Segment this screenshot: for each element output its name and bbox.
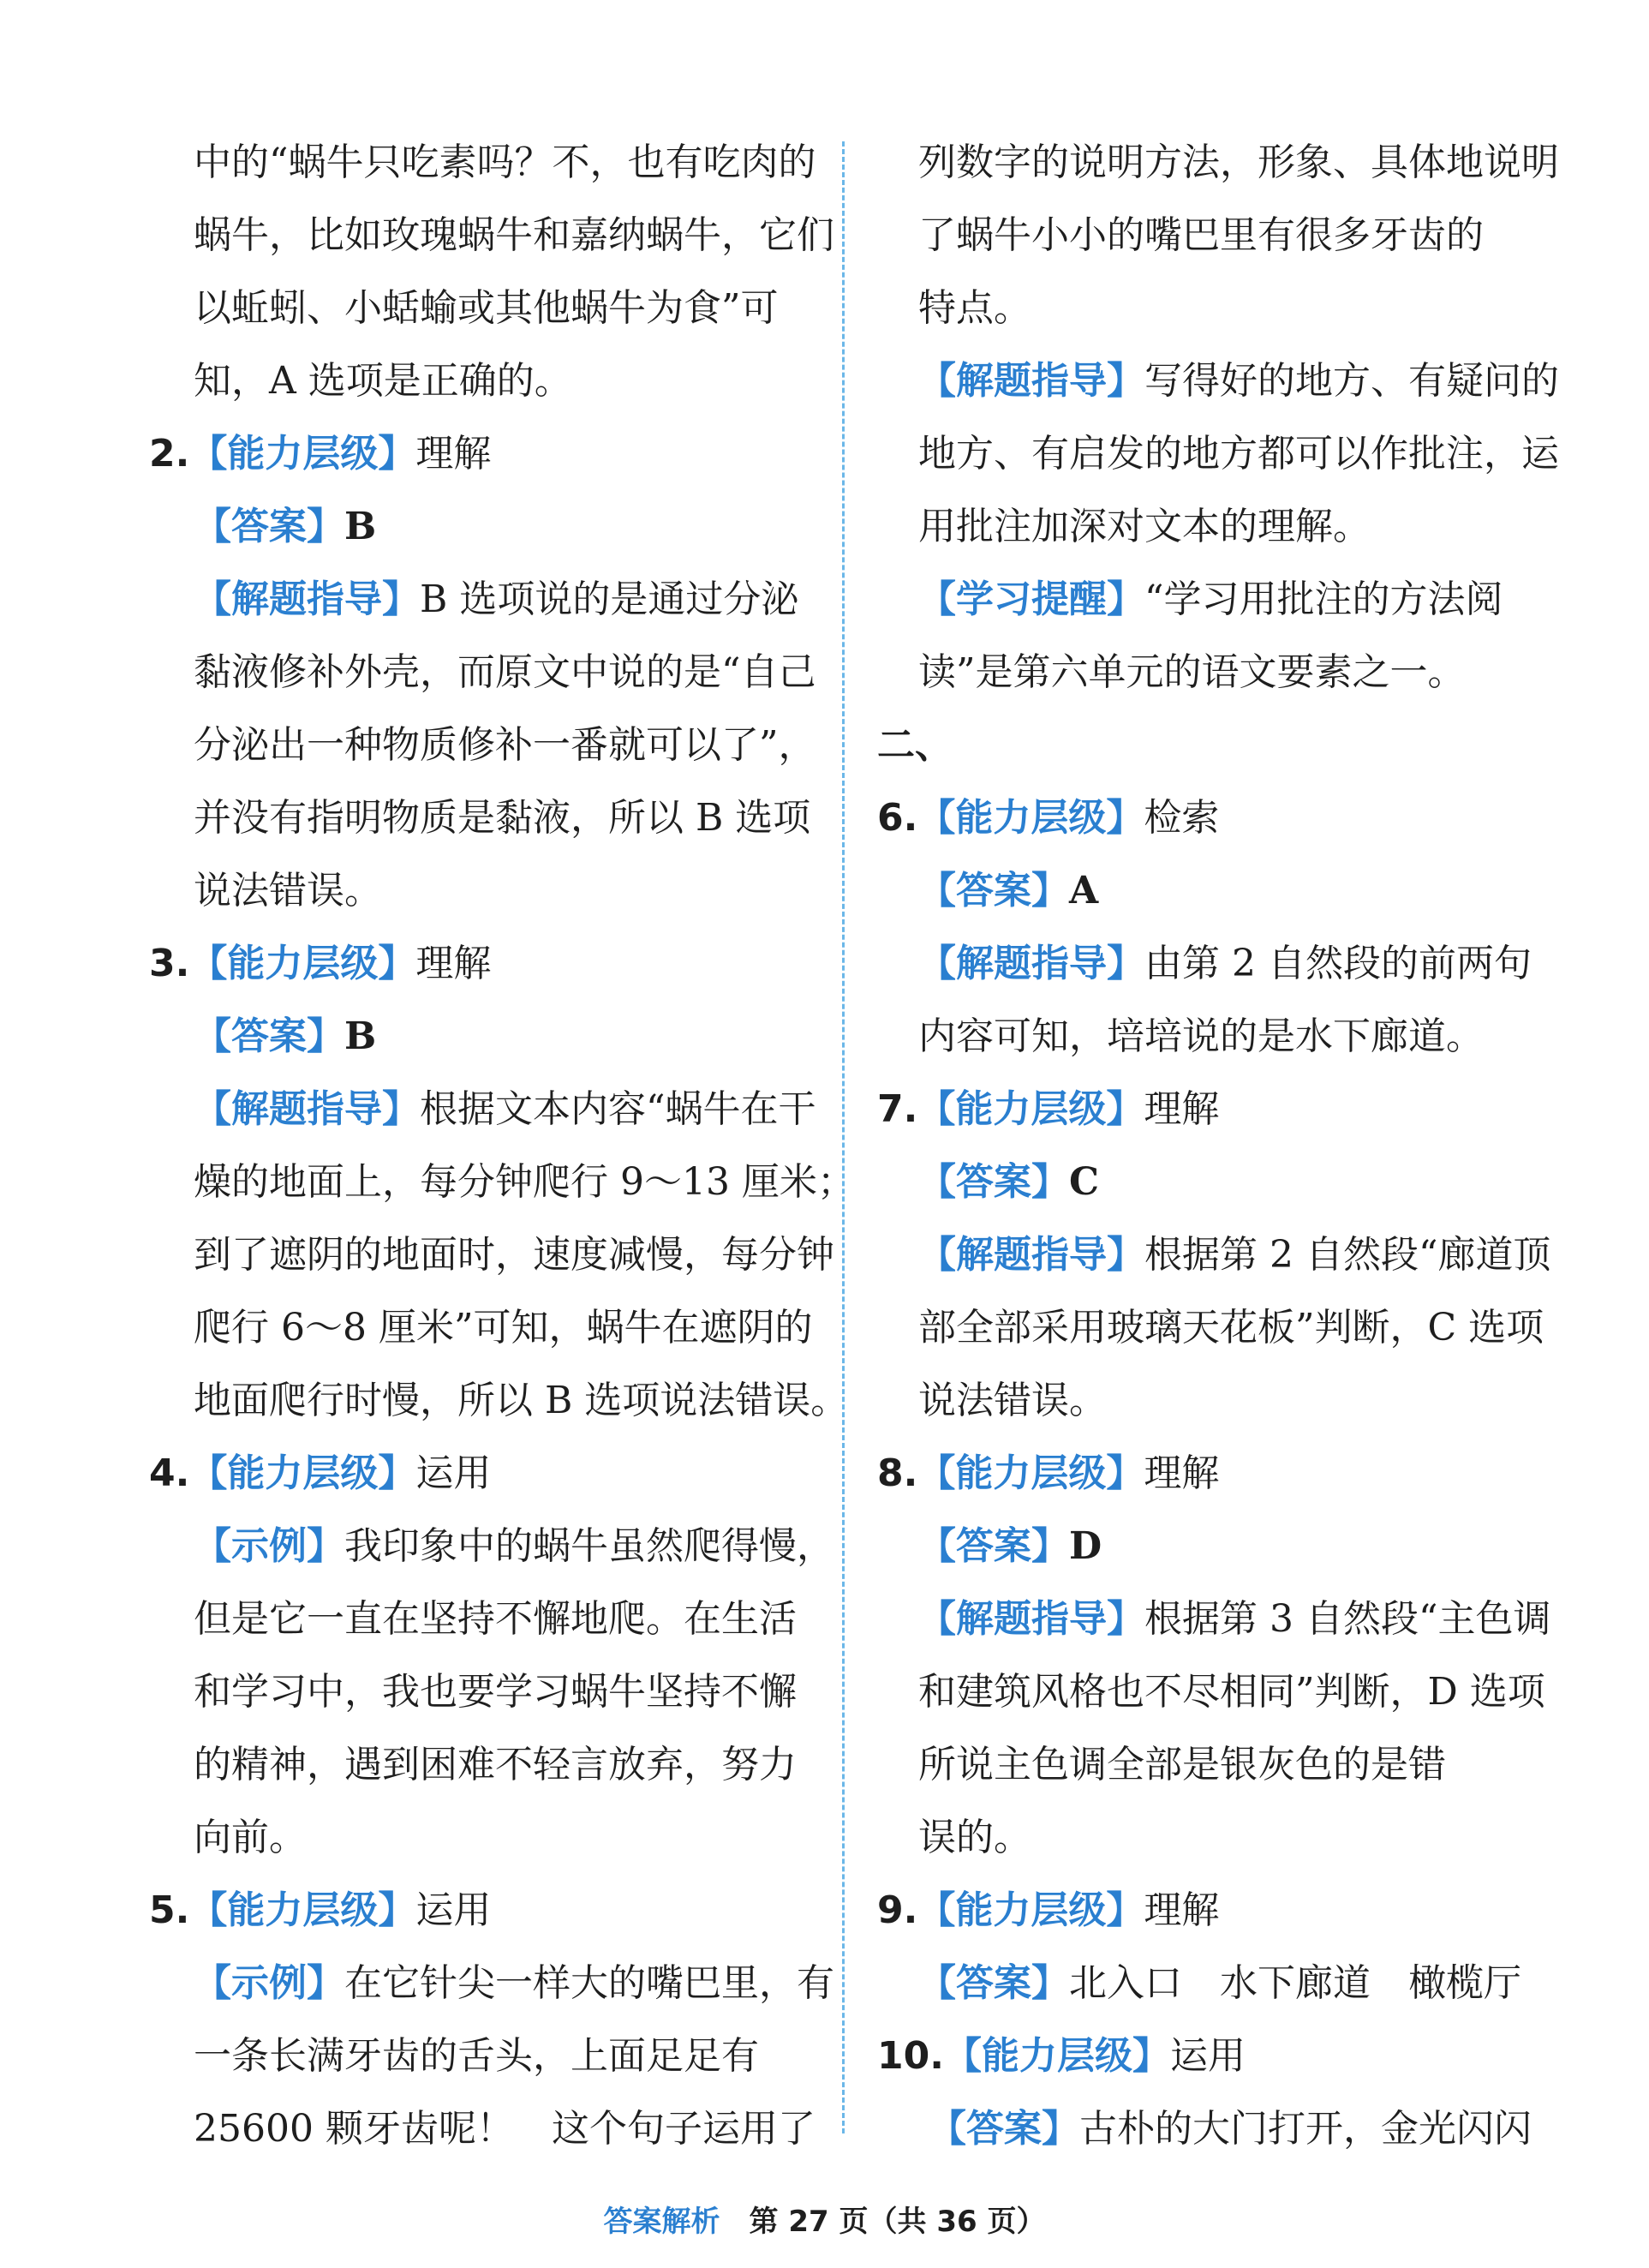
level-value: 运用: [415, 1888, 492, 1932]
column-divider: [842, 141, 845, 2133]
level-value: 理解: [1144, 1888, 1220, 1932]
guide-tag: 【解题指导】: [194, 577, 420, 621]
text-line: 黏液修补外壳，而原文中说的是“自己: [194, 650, 816, 694]
guide-text: 由第 2 自然段的前两句: [1144, 942, 1532, 985]
level-value: 运用: [415, 1451, 492, 1495]
text-line: 说法错误。: [194, 869, 382, 913]
guide-line: [877, 1218, 1556, 1291]
text-line: 所说主色调全部是银灰色的是错: [918, 1743, 1446, 1786]
guide-line: [152, 1073, 821, 1146]
question-8-heading: [877, 1437, 1556, 1510]
answer-tag: 【答案】: [918, 1160, 1069, 1204]
question-number: 8.: [877, 1451, 918, 1495]
text-line: 内容可知，培培说的是水下廊道。: [918, 1014, 1484, 1058]
answer-line: [877, 1947, 1556, 2020]
guide-tag: 【解题指导】: [918, 359, 1144, 403]
example-line: [152, 1947, 834, 2020]
question-number: 3.: [149, 942, 190, 985]
reminder-text: “学习用批注的方法阅: [1144, 577, 1503, 621]
footer-label: 答案解析: [603, 2205, 720, 2239]
question-10-heading: [877, 2020, 1556, 2092]
level-tag: 【能力层级】: [189, 1451, 416, 1495]
answer-line: [152, 490, 821, 563]
answer-line: [877, 1510, 1556, 1583]
guide-text: B 选项说的是通过分泌: [420, 577, 799, 621]
text-line: 和学习中，我也要学习蜗牛坚持不懈: [194, 1670, 797, 1714]
answer-tag: 【答案】: [194, 1014, 344, 1058]
text-line: 误的。: [918, 1816, 1031, 1859]
example-tag: 【示例】: [194, 1524, 344, 1568]
question-6-heading: [877, 781, 1556, 854]
answer-line: [152, 1000, 821, 1073]
guide-text: 写得好的地方、有疑问的: [1144, 359, 1559, 403]
left-column: [149, 126, 855, 2165]
level-tag: 【能力层级】: [189, 432, 416, 476]
guide-tag: 【解题指导】: [194, 1087, 420, 1131]
text-line: 说法错误。: [918, 1379, 1107, 1422]
text-line: 地方、有启发的地方都可以作批注，运: [918, 432, 1559, 476]
text-line: 但是它一直在坚持不懈地爬。在生活: [194, 1597, 797, 1641]
answer-tag: 【答案】: [929, 2107, 1079, 2151]
level-tag: 【能力层级】: [943, 2034, 1170, 2078]
answer-value: 古朴的大门打开，金光闪闪: [1079, 2107, 1532, 2151]
text-line: 分泌出一种物质修补一番就可以了”，: [194, 723, 816, 767]
text-line: 向前。: [194, 1816, 307, 1859]
answer-line: [877, 854, 1556, 927]
text-line: 25600 颗牙齿呢！ 这个句子运用了: [194, 2107, 816, 2151]
level-value: 检索: [1144, 796, 1220, 840]
text-line: 和建筑风格也不尽相同”判断，D 选项: [918, 1670, 1545, 1714]
answer-tag: 【答案】: [194, 505, 344, 548]
question-number: 7.: [877, 1087, 918, 1131]
guide-tag: 【解题指导】: [918, 1233, 1144, 1277]
page-number: 第 27 页（共 36 页）: [749, 2205, 1046, 2239]
section-heading: 二、: [877, 723, 953, 767]
question-4-heading: [149, 1437, 821, 1510]
text-line: 一条长满牙齿的舌头，上面足足有: [194, 2034, 759, 2078]
example-text: 在它针尖一样大的嘴巴里，有: [344, 1961, 834, 2005]
guide-line: [152, 563, 821, 636]
question-number: 2.: [149, 432, 190, 476]
question-number: 9.: [877, 1888, 918, 1932]
page-footer: [0, 2198, 1649, 2240]
text-line: 的精神，遇到困难不轻言放弃，努力: [194, 1743, 797, 1786]
question-number: 4.: [149, 1451, 190, 1495]
reminder-line: [877, 563, 1556, 636]
level-tag: 【能力层级】: [189, 1888, 416, 1932]
text-line: 知，A 选项是正确的。: [194, 359, 572, 403]
text-line: 地面爬行时慢，所以 B 选项说法错误。: [194, 1379, 849, 1422]
question-5-heading: [149, 1874, 821, 1947]
guide-line: [877, 1583, 1556, 1655]
question-3-heading: [149, 927, 821, 1000]
level-value: 运用: [1169, 2034, 1246, 2078]
answer-value: 北入口 水下廊道 橄榄厅: [1069, 1961, 1521, 2005]
level-tag: 【能力层级】: [917, 796, 1144, 840]
question-number: 5.: [149, 1888, 190, 1932]
reminder-tag: 【学习提醒】: [918, 577, 1144, 621]
question-number: 10.: [877, 2034, 944, 2078]
text-line: 以蚯蚓、小蛞蝓或其他蜗牛为食”可: [194, 286, 779, 330]
answer-line: [877, 2092, 1556, 2165]
text-line: 特点。: [918, 286, 1031, 330]
text-line: 部全部采用玻璃天花板”判断，C 选项: [918, 1306, 1544, 1349]
level-value: 理解: [415, 942, 492, 985]
text-line: 用批注加深对文本的理解。: [918, 505, 1371, 548]
level-tag: 【能力层级】: [189, 942, 416, 985]
text-line: 并没有指明物质是黏液，所以 B 选项: [194, 796, 811, 840]
right-column: [877, 126, 1559, 2165]
text-line: 读”是第六单元的语文要素之一。: [918, 650, 1466, 694]
guide-tag: 【解题指导】: [918, 1597, 1144, 1641]
example-line: [152, 1510, 834, 1583]
text-line: 爬行 6～8 厘米”可知，蜗牛在遮阴的: [194, 1306, 813, 1349]
answer-value: D: [1069, 1524, 1102, 1568]
question-number: 6.: [877, 796, 918, 840]
guide-text: 根据第 3 自然段“主色调: [1144, 1597, 1551, 1641]
text-line: 蜗牛，比如玫瑰蜗牛和嘉纳蜗牛，它们: [194, 213, 834, 257]
example-text: 我印象中的蜗牛虽然爬得慢，: [344, 1524, 834, 1568]
text-line: 到了遮阴的地面时，速度减慢，每分钟: [194, 1233, 834, 1277]
question-2-heading: [149, 417, 821, 490]
answer-value: B: [344, 505, 377, 548]
answer-tag: 【答案】: [918, 1961, 1069, 2005]
guide-line: [877, 344, 1559, 417]
level-tag: 【能力层级】: [917, 1087, 1144, 1131]
text-line: 燥的地面上，每分钟爬行 9～13 厘米；: [194, 1160, 855, 1204]
question-9-heading: [877, 1874, 1556, 1947]
answer-tag: 【答案】: [918, 869, 1069, 913]
question-7-heading: [877, 1073, 1556, 1146]
level-tag: 【能力层级】: [917, 1888, 1144, 1932]
text-line: 列数字的说明方法，形象、具体地说明: [918, 141, 1559, 184]
example-tag: 【示例】: [194, 1961, 344, 2005]
answer-value: C: [1069, 1160, 1100, 1204]
answer-value: B: [344, 1014, 377, 1058]
guide-text: 根据第 2 自然段“廊道顶: [1144, 1233, 1551, 1277]
guide-tag: 【解题指导】: [918, 942, 1144, 985]
level-value: 理解: [1144, 1087, 1220, 1131]
answer-line: [877, 1146, 1556, 1218]
text-line: 中的“蜗牛只吃素吗？不，也有吃肉的: [194, 141, 816, 184]
answer-value: A: [1069, 869, 1099, 913]
guide-line: [877, 927, 1556, 1000]
level-tag: 【能力层级】: [917, 1451, 1144, 1495]
level-value: 理解: [1144, 1451, 1220, 1495]
text-line: 了蜗牛小小的嘴巴里有很多牙齿的: [918, 213, 1484, 257]
guide-text: 根据文本内容“蜗牛在干: [420, 1087, 816, 1131]
answer-tag: 【答案】: [918, 1524, 1069, 1568]
level-value: 理解: [415, 432, 492, 476]
